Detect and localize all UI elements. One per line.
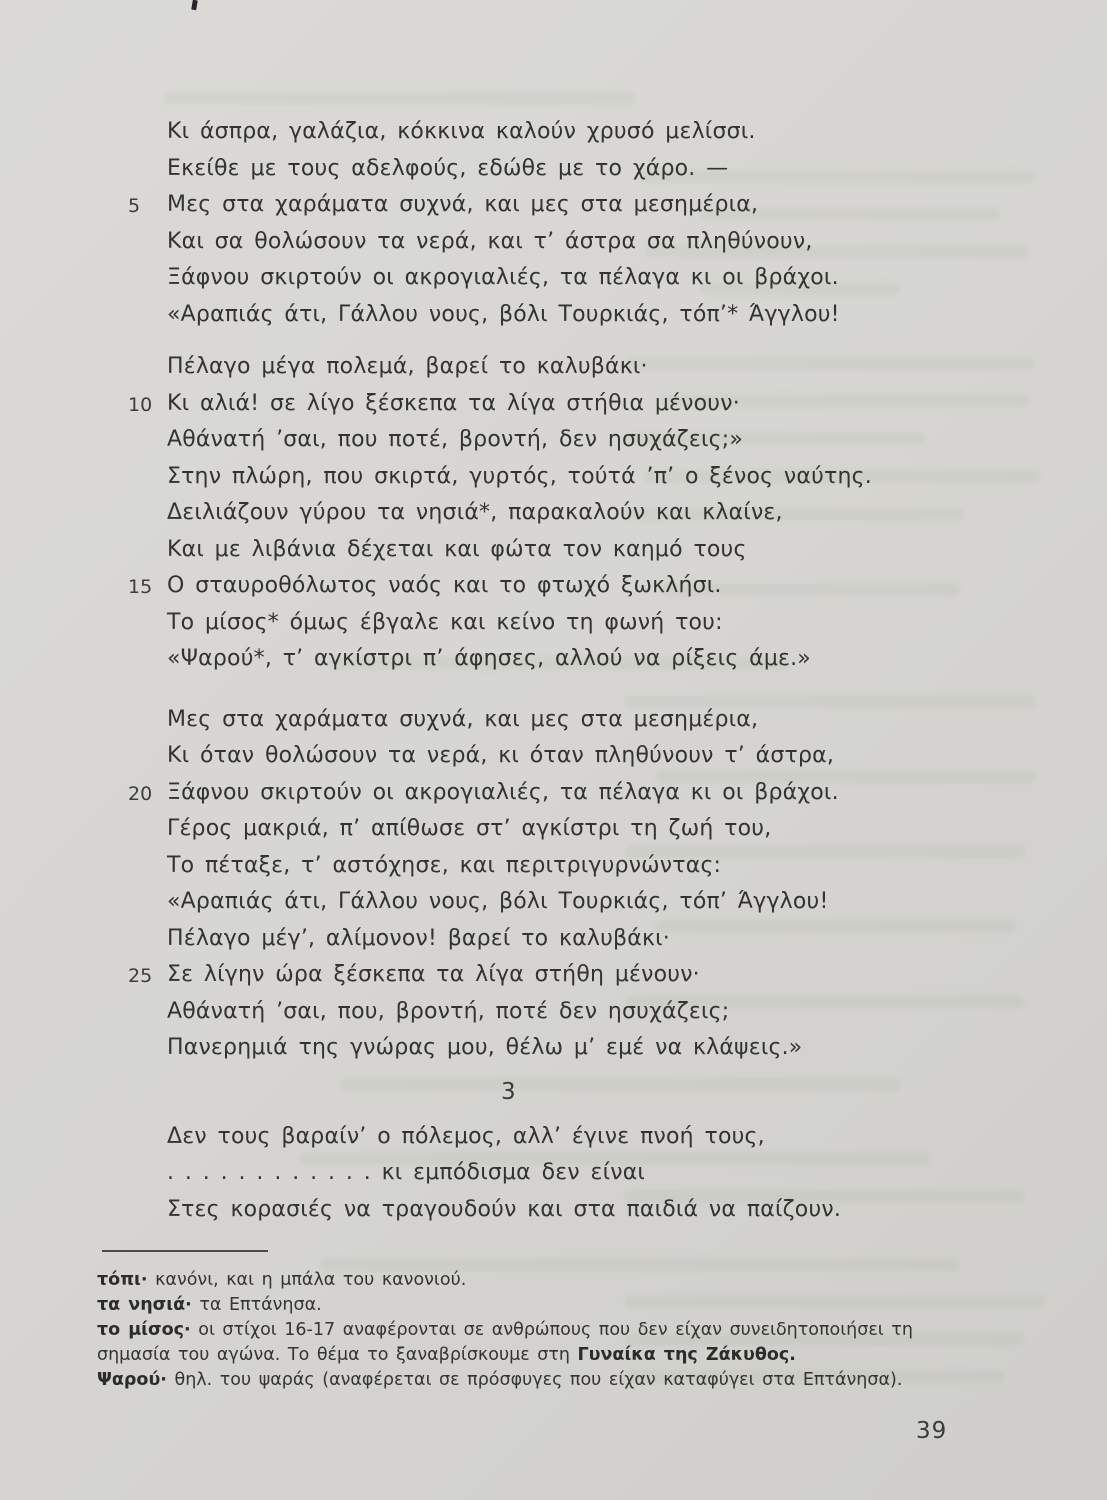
verse-text: Το μίσος* όμως έβγαλε και κείνο τη φωνή του:	[167, 609, 723, 635]
poem-line	[0, 187, 1107, 224]
footnotes-block	[97, 1242, 957, 1393]
footnote	[97, 1293, 957, 1318]
section-heading: 3	[501, 1078, 516, 1105]
poem-line	[0, 459, 1107, 496]
verse-text: Ο σταυροθόλωτος ναός και το φτωχό ξωκλήσι.	[167, 573, 722, 598]
verse-text: Σε λίγην ώρα ξέσκεπα τα λίγα στήθη μένουν·	[167, 962, 700, 987]
poem-line	[0, 297, 1107, 334]
poem-line	[0, 641, 1107, 678]
poem-line	[0, 422, 1107, 459]
verse-text: . . . . . . . . . . . . κι εμπόδισμα δεν είναι	[167, 1160, 646, 1185]
verse-number: 20	[128, 782, 153, 805]
verse-text: Ξάφνου σκιρτούν οι ακρογιαλιές, τα πέλαγα κι οι βράχοι.	[167, 779, 839, 805]
verse-text: Και με λιβάνια δέχεται και φώτα τον καημό τους	[167, 536, 747, 562]
poem-line	[0, 702, 1107, 739]
stanza-1	[0, 114, 1107, 333]
footnote-text: οι στίχοι 16-17 αναφέρονται σε ανθρώπους που δεν είχαν συνειδητοποιήσει τη σημασία του αγώνα. Το θέμα το ξαναβρίσκουμε στη	[97, 1320, 913, 1365]
footnote-text: τα Επτάνησα.	[199, 1295, 322, 1315]
poem-line	[0, 994, 1107, 1031]
verse-text: «Αραπιάς άτι, Γάλλου νους, βόλι Τουρκιάς, τόπ’* Άγγλου!	[167, 301, 840, 327]
verse-number: 25	[128, 965, 153, 987]
poem-line	[0, 957, 1107, 994]
poem-line	[0, 1192, 1107, 1229]
verse-number: 10	[128, 393, 153, 416]
page-number: 39	[916, 1418, 948, 1444]
footnote-term: Ψαρού·	[97, 1370, 167, 1390]
verse-text: Και σα θολώσουν τα νερά, και τ’ άστρα σα πληθύνουν,	[167, 228, 813, 254]
verse-text: Εκείθε με τους αδελφούς, εδώθε με το χάρο. —	[167, 155, 729, 181]
footnote-term: τόπι·	[97, 1270, 148, 1290]
poem-line	[0, 260, 1107, 297]
verse-text: Μες στα χαράματα συχνά, και μες στα μεσημέρια,	[167, 706, 759, 732]
verse-text: Δεν τους βαραίν’ ο πόλεμος, αλλ’ έγινε πνοή τους,	[167, 1123, 765, 1149]
footnote	[97, 1268, 957, 1293]
poem-line	[0, 775, 1107, 812]
verse-text: Κι αλιά! σε λίγο ξέσκεπα τα λίγα στήθια μένουν·	[167, 390, 740, 416]
ghost-line	[165, 92, 635, 105]
poem-line	[0, 1119, 1107, 1156]
footnote-text: θηλ. του ψαράς (αναφέρεται σε πρόσφυγες που είχαν καταφύγει στα Επτάνησα).	[174, 1370, 903, 1390]
poem-line	[0, 1155, 1107, 1192]
poem-line	[0, 386, 1107, 423]
verse-text: «Αραπιάς άτι, Γάλλου νους, βόλι Τουρκιάς, τόπ’ Άγγλου!	[167, 889, 829, 914]
footnote-text: κανόνι, και η μπάλα του κανονιού.	[155, 1270, 467, 1290]
verse-text: Αθάνατή ’σαι, που ποτέ, βροντή, δεν ησυχάζεις;»	[167, 427, 743, 452]
verse-text: Αθάνατή ’σαι, που, βροντή, ποτέ δεν ησυχάζεις;	[167, 998, 730, 1024]
stanza-4	[0, 1119, 1107, 1229]
poem-line	[0, 349, 1107, 386]
footnote-divider	[102, 1250, 268, 1252]
verse-text: Πέλαγο μέγ’, αλίμονον! βαρεί το καλυβάκι·	[167, 925, 670, 951]
footnote	[97, 1318, 957, 1368]
poem-line	[0, 1030, 1107, 1067]
poem-line	[0, 848, 1107, 885]
verse-text: Πέλαγο μέγα πολεμά, βαρεί το καλυβάκι·	[167, 354, 648, 379]
stanza-2	[0, 349, 1107, 678]
verse-text: Γέρος μακριά, π’ απίθωσε στ’ αγκίστρι τη ζωή του,	[167, 816, 772, 841]
verse-text: Κι άσπρα, γαλάζια, κόκκινα καλούν χρυσό μελίσσι.	[167, 119, 756, 144]
poem-body	[0, 114, 1107, 1228]
page-artifact-mark	[191, 0, 198, 10]
footnote-term: το μίσος·	[97, 1320, 191, 1340]
verse-number: 5	[128, 195, 141, 217]
poem-line	[0, 738, 1107, 775]
poem-line	[0, 114, 1107, 151]
poem-line	[0, 532, 1107, 569]
footnote	[97, 1368, 957, 1393]
poem-line	[0, 568, 1107, 605]
verse-text: Στην πλώρη, που σκιρτά, γυρτός, τούτά ’π’ ο ξένος ναύτης.	[167, 463, 872, 489]
footnote-emphasis: Γυναίκα της Ζάκυθος.	[577, 1345, 796, 1365]
verse-text: Κι όταν θολώσουν τα νερά, κι όταν πληθύνουν τ’ άστρα,	[167, 743, 835, 768]
footnote-term: τα νησιά·	[97, 1295, 192, 1315]
poem-line	[0, 495, 1107, 532]
poem-line	[0, 224, 1107, 261]
poem-line	[0, 811, 1107, 848]
verse-text: Στες κορασιές να τραγουδούν και στα παιδιά να παίζουν.	[167, 1196, 842, 1222]
verse-text: Το πέταξε, τ’ αστόχησε, και περιτριγυρνώντας:	[167, 852, 722, 878]
verse-number: 15	[128, 576, 153, 598]
verse-text: Πανερημιά της γνώρας μου, θέλω μ’ εμέ να κλάψεις.»	[167, 1035, 803, 1060]
poem-line	[0, 884, 1107, 921]
verse-text: Δειλιάζουν γύρου τα νησιά*, παρακαλούν και κλαίνε,	[167, 500, 783, 525]
poem-line	[0, 151, 1107, 188]
verse-text: «Ψαρού*, τ’ αγκίστρι π’ άφησες, αλλού να ρίξεις άμε.»	[167, 646, 811, 671]
stanza-3	[0, 702, 1107, 1067]
poem-line	[0, 921, 1107, 958]
verse-text: Ξάφνου σκιρτούν οι ακρογιαλιές, τα πέλαγα κι οι βράχοι.	[167, 265, 839, 290]
poem-line	[0, 605, 1107, 642]
verse-text: Μες στα χαράματα συχνά, και μες στα μεσημέρια,	[167, 192, 759, 217]
